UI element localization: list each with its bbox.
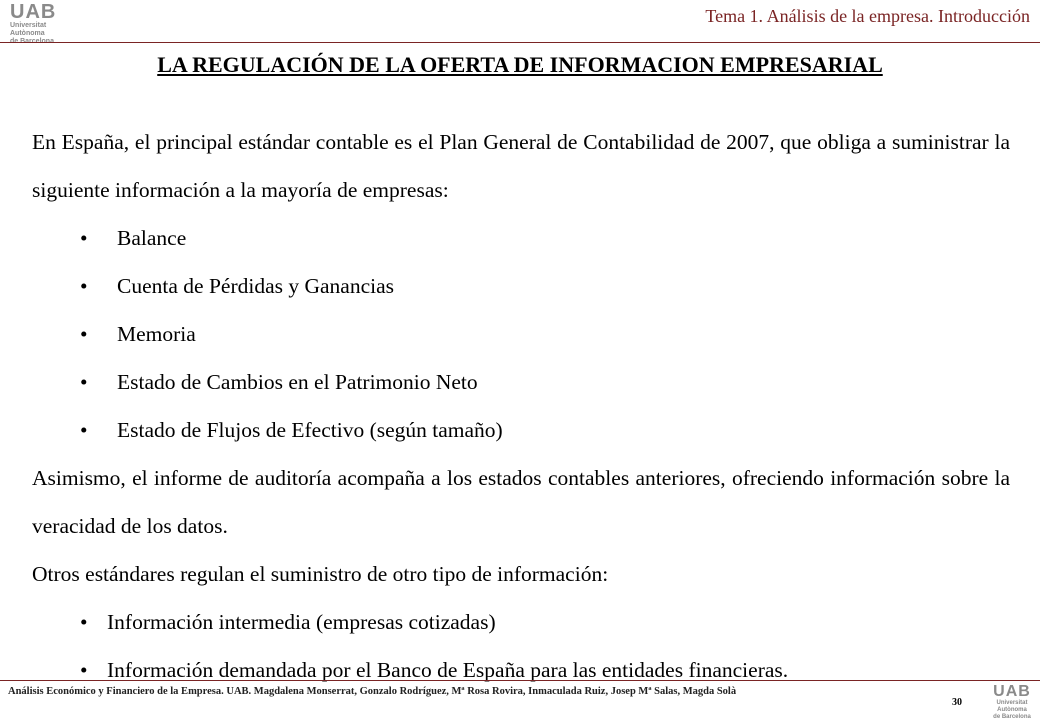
list-item xyxy=(32,310,1010,358)
bullet: • xyxy=(80,418,88,442)
list-item-text: Cuenta de Pérdidas y Ganancias xyxy=(117,274,395,298)
logo-mark: UAB xyxy=(10,1,57,23)
list-item xyxy=(32,598,1010,646)
audit-paragraph: Asimismo, el informe de auditoría acompaña a los estados contables anteriores, ofreciendo información sobre la veracidad de los datos. xyxy=(32,466,1010,538)
list-item xyxy=(32,262,1010,310)
list-item-text: Información demandada por el Banco de España para las entidades financieras. xyxy=(107,658,789,682)
header-topic: Tema 1. Análisis de la empresa. Introducción xyxy=(705,6,1030,26)
logo-line-2: de Barcelona xyxy=(993,714,1031,720)
logo-line-2: de Barcelona xyxy=(10,38,54,45)
list-item-text: Estado de Cambios en el Patrimonio Neto xyxy=(117,370,478,394)
list-item xyxy=(32,358,1010,406)
bullet: • xyxy=(80,610,88,634)
logo-line-1: Universitat Autònoma xyxy=(996,700,1028,713)
bullet: • xyxy=(80,322,88,346)
logo-line-1: Universitat Autònoma xyxy=(10,22,47,37)
uab-logo-top xyxy=(10,1,74,45)
bullet: • xyxy=(80,226,88,250)
other-standards-paragraph: Otros estándares regulan el suministro de otro tipo de información: xyxy=(32,562,609,586)
page-number: 30 xyxy=(952,697,962,708)
logo-mark: UAB xyxy=(993,683,1031,700)
list-item-text: Memoria xyxy=(117,322,196,346)
bullet: • xyxy=(80,658,88,682)
list-item-text: Balance xyxy=(117,226,187,250)
list-item-text: Información intermedia (empresas cotizadas) xyxy=(107,610,496,634)
intro-paragraph: En España, el principal estándar contable es el Plan General de Contabilidad de 2007, que obliga a suministrar la siguiente información a la mayoría de empresas: xyxy=(32,130,1010,202)
page-title: LA REGULACIÓN DE LA OFERTA DE INFORMACION EMPRESARIAL xyxy=(157,52,883,77)
uab-logo-bottom xyxy=(988,684,1036,718)
bullet: • xyxy=(80,370,88,394)
header-divider xyxy=(0,42,1040,43)
footer-credits: Análisis Económico y Financiero de la Empresa. UAB. Magdalena Monserrat, Gonzalo Rodríguez, Mª Rosa Rovira, Inmaculada Ruiz, Josep Mª Salas, Magda Solà xyxy=(8,686,737,697)
list-item xyxy=(32,214,1010,262)
footer-divider xyxy=(0,680,1040,681)
statements-list xyxy=(32,214,1010,454)
list-item xyxy=(32,406,1010,454)
list-item-text: Estado de Flujos de Efectivo (según tamaño) xyxy=(117,418,503,442)
slide-content xyxy=(32,118,1010,694)
bullet: • xyxy=(80,274,88,298)
